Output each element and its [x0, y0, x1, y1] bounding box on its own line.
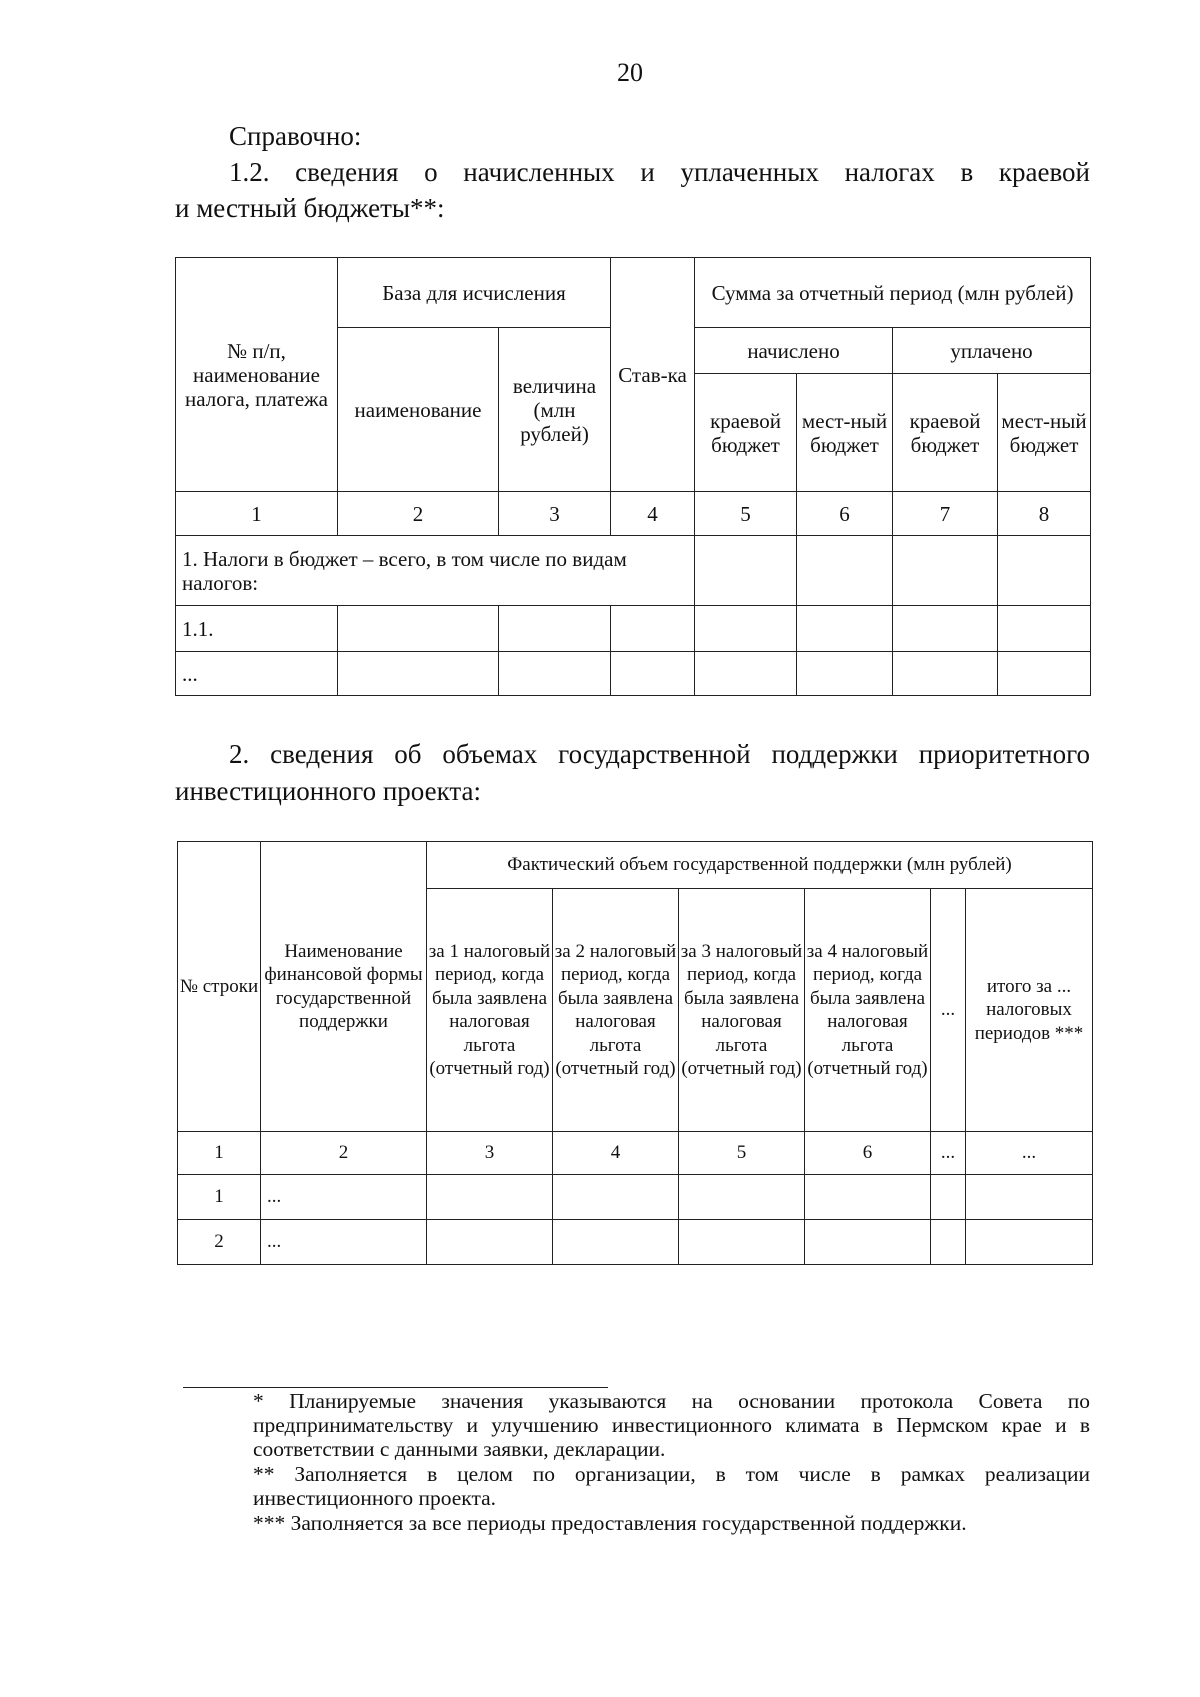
row-total-label: 1. Налоги в бюджет – всего, в том числе по видам налогов:: [176, 536, 695, 606]
header-total: итого за ... налоговых периодов ***: [966, 889, 1093, 1132]
table-cell: [797, 606, 893, 652]
table-row: [176, 652, 1091, 696]
col-number: 4: [553, 1132, 679, 1175]
table-cell: [679, 1175, 805, 1220]
table-cell: [427, 1175, 553, 1220]
row-number: 2: [178, 1220, 261, 1265]
col-number: 5: [695, 492, 797, 536]
header-base-name: наименование: [338, 328, 499, 492]
page-number: 20: [617, 58, 643, 87]
reference-label: Справочно:: [229, 121, 362, 151]
col-number: 4: [611, 492, 695, 536]
table-cell: [998, 536, 1091, 606]
table-cell: [797, 536, 893, 606]
row-label: ...: [176, 652, 338, 696]
col-number: 8: [998, 492, 1091, 536]
col-number: 6: [797, 492, 893, 536]
section-1-2-line2: и местный бюджеты**:: [175, 193, 445, 223]
header-accrued-regional: краевой бюджет: [695, 374, 797, 492]
col-number: 5: [679, 1132, 805, 1175]
footnote-1-text: * Планируемые значения указываются на основании протокола Совета по предпринимательству и улучшению инвестиционного климата в Пермском крае и в соответствии с данными заявки, декларации.: [253, 1389, 1090, 1461]
header-paid-local: мест-ный бюджет: [998, 374, 1091, 492]
table-cell: [893, 536, 998, 606]
table-cell: [966, 1175, 1093, 1220]
section-2-line2: инвестиционного проекта:: [175, 776, 481, 806]
table-cell: [499, 652, 611, 696]
col-number: 3: [499, 492, 611, 536]
section-2-line1: 2. сведения об объемах государственной поддержки приоритетного: [229, 739, 1090, 769]
table-cell: [553, 1220, 679, 1265]
col-number: 6: [805, 1132, 931, 1175]
header-period-1: за 1 налоговый период, когда была заявлена налоговая льгота (отчетный год): [427, 889, 553, 1132]
header-period-3: за 3 налоговый период, когда была заявлена налоговая льгота (отчетный год): [679, 889, 805, 1132]
table-cell: [427, 1220, 553, 1265]
footnote-divider: [183, 1387, 608, 1388]
header-base: База для исчисления: [338, 258, 611, 328]
header-row-number: № строки: [178, 842, 261, 1132]
table-row: [176, 606, 1091, 652]
col-number: 2: [338, 492, 499, 536]
footnote-2: [183, 1462, 1090, 1510]
table-cell: [611, 606, 695, 652]
table-cell: [805, 1175, 931, 1220]
table-cell: [679, 1220, 805, 1265]
col-number: 1: [178, 1132, 261, 1175]
col-number: 7: [893, 492, 998, 536]
header-period-4: за 4 налоговый период, когда была заявлена налоговая льгота (отчетный год): [805, 889, 931, 1132]
table-row: [178, 1220, 1093, 1265]
table-row: [178, 1175, 1093, 1220]
header-period-2: за 2 налоговый период, когда была заявлена налоговая льгота (отчетный год): [553, 889, 679, 1132]
support-table: [177, 841, 1093, 1265]
footnote-2-text: ** Заполняется в целом по организации, в том числе в рамках реализации инвестиционного проекта.: [253, 1462, 1090, 1510]
table-cell: [695, 536, 797, 606]
table-cell: [553, 1175, 679, 1220]
header-rate: Став-ка: [611, 258, 695, 492]
header-ellipsis: ...: [931, 889, 966, 1132]
table-cell: [338, 606, 499, 652]
col-number: 1: [176, 492, 338, 536]
footnote-1: [183, 1389, 1090, 1461]
header-paid-regional: краевой бюджет: [893, 374, 998, 492]
row-form-name: ...: [261, 1175, 427, 1220]
table-cell: [931, 1175, 966, 1220]
header-base-value: величина (млн рублей): [499, 328, 611, 492]
table-cell: [338, 652, 499, 696]
table-cell: [695, 652, 797, 696]
table-cell: [499, 606, 611, 652]
table-cell: [893, 606, 998, 652]
table-row: [176, 536, 1091, 606]
table-cell: [998, 606, 1091, 652]
col-number: 3: [427, 1132, 553, 1175]
table-cell: [611, 652, 695, 696]
row-number: 1: [178, 1175, 261, 1220]
header-accrued: начислено: [695, 328, 893, 374]
table-cell: [931, 1220, 966, 1265]
row-label: 1.1.: [176, 606, 338, 652]
col-number: ...: [966, 1132, 1093, 1175]
table-cell: [966, 1220, 1093, 1265]
header-num-name: № п/п, наименование налога, платежа: [176, 258, 338, 492]
header-accrued-local: мест-ный бюджет: [797, 374, 893, 492]
footnote-3-text: *** Заполняется за все периоды предоставления государственной поддержки.: [253, 1511, 967, 1535]
table-cell: [805, 1220, 931, 1265]
table-cell: [695, 606, 797, 652]
row-form-name: ...: [261, 1220, 427, 1265]
table-cell: [797, 652, 893, 696]
header-sum: Сумма за отчетный период (млн рублей): [695, 258, 1091, 328]
col-number: 2: [261, 1132, 427, 1175]
tax-table: [175, 257, 1091, 696]
header-actual-volume: Фактический объем государственной поддержки (млн рублей): [427, 842, 1093, 889]
section-1-2-line1: 1.2. сведения о начисленных и уплаченных налогах в краевой: [229, 157, 1090, 187]
table-cell: [893, 652, 998, 696]
header-paid: уплачено: [893, 328, 1091, 374]
table-cell: [998, 652, 1091, 696]
header-support-form: Наименование финансовой формы государственной поддержки: [261, 842, 427, 1132]
footnote-3: [183, 1511, 1090, 1535]
col-number: ...: [931, 1132, 966, 1175]
